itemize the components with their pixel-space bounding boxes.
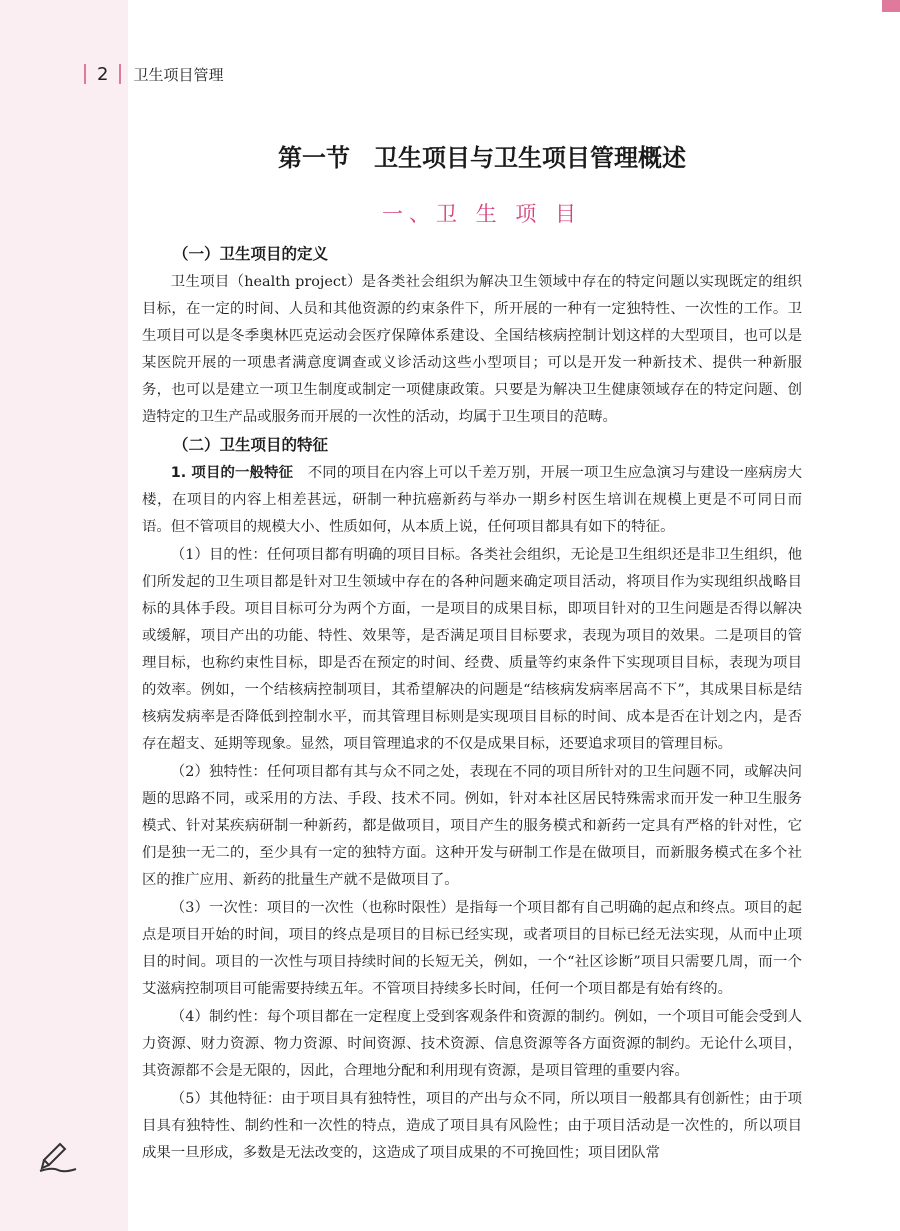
- page-margin-strip: [0, 0, 128, 1231]
- chapter-heading: 一、卫 生 项 目: [381, 202, 583, 226]
- paragraph-uniqueness: （2）独特性：任何项目都有其与众不同之处，表现在不同的项目所针对的卫生问题不同，或解决问题的思路不同，或采用的方法、手段、技术不同。例如，针对本社区居民特殊需求而开发一种卫生服务模式、针对某疾病研制一种新药，都是做项目，项目产生的服务模式和新药一定具有严格的针对性，它们是独一无二的，至少具有一定的独特方面。这种开发与研制工作是在做项目，而新服务模式在多个社区的推广应用、新药的批量生产就不是做项目了。: [142, 764, 802, 888]
- paragraph: 卫生项目（health project）是各类社会组织为解决卫生领域中存在的特定问题以实现既定的组织目标，在一定的时间、人员和其他资源的约束条件下，所开展的一种有一定独特性、一次性的工作。卫生项目可以是冬季奥林匹克运动会医疗保障体系建设、全国结核病控制计划这样的大型项目，也可以是某医院开展的一项患者满意度调查或义诊活动这些小型项目；可以是开发一种新技术、提供一种新服务，也可以是建立一项卫生制度或制定一项健康政策。只要是为解决卫生健康领域存在的特定问题、创造特定的卫生产品或服务而开展的一次性的活动，均属于卫生项目的范畴。: [142, 274, 802, 425]
- paragraph-general-features: [142, 460, 802, 541]
- body-text: [142, 240, 802, 1167]
- subheading-definition: （一）卫生项目的定义: [173, 245, 329, 263]
- lead-heading: 1. 项目的一般特征: [170, 465, 294, 481]
- header-rule-right: [119, 64, 121, 84]
- pen-note-icon: [38, 1140, 78, 1174]
- paragraph-other: （5）其他特征：由于项目具有独特性，项目的产出与众不同，所以项目一般都具有创新性；由于项目具有独特性、制约性和一次性的特点，造成了项目具有风险性；由于项目活动是一次性的，所以项目成果一旦形成，多数是无法改变的，这造成了项目成果的不可挽回性；项目团队常: [142, 1091, 802, 1161]
- running-header: [84, 62, 223, 86]
- corner-tab: [882, 0, 900, 12]
- paragraph-one-time: （3）一次性：项目的一次性（也称时限性）是指每一个项目都有自己明确的起点和终点。项目的起点是项目开始的时间，项目的终点是项目的目标已经实现，或者项目的目标已经无法实现，从而中止项目的时间。项目的一次性与项目持续时间的长短无关，例如，一个“社区诊断”项目只需要几周，而一个艾滋病控制项目可能需要持续五年。不管项目持续多长时间，任何一个项目都是有始有终的。: [142, 900, 802, 997]
- paragraph-purpose: （1）目的性：任何项目都有明确的项目目标。各类社会组织，无论是卫生组织还是非卫生组织，他们所发起的卫生项目都是针对卫生领域中存在的各种问题来确定项目活动，将项目作为实现组织战略目标的具体手段。项目目标可分为两个方面，一是项目的成果目标，即项目针对的卫生问题是否得以解决或缓解，项目产出的功能、特性、效果等，是否满足项目目标要求，表现为项目的效果。二是项目的管理目标，也称约束性目标，即是否在预定的时间、经费、质量等约束条件下实现项目目标，表现为项目的效率。例如，一个结核病控制项目，其希望解决的问题是“结核病发病率居高不下”，其成果目标是结核病发病率是否降低到控制水平，而其管理目标则是实现项目目标的时间、成本是否在计划之内，是否存在超支、延期等现象。显然，项目管理追求的不仅是成果目标，还要追求项目的管理目标。: [142, 547, 802, 752]
- page-number: 2: [97, 63, 109, 85]
- running-title: 卫生项目管理: [133, 65, 224, 84]
- section-title: 第一节 卫生项目与卫生项目管理概述: [278, 144, 686, 172]
- paragraph-constraint: （4）制约性：每个项目都在一定程度上受到客观条件和资源的制约。例如，一个项目可能会受到人力资源、财力资源、物力资源、时间资源、技术资源、信息资源等各方面资源的制约。无论什么项目，其资源都不会是无限的，因此，合理地分配和利用现有资源，是项目管理的重要内容。: [142, 1009, 802, 1079]
- header-rule-left: [84, 64, 86, 84]
- lead-text: 不同的项目在内容上可以千差万别，开展一项卫生应急演习与建设一座病房大楼，在项目的内容上相差甚远，研制一种抗癌新药与举办一期乡村医生培训在规模上更是不可同日而语。但不管项目的规模大小、性质如何，从本质上说，任何项目都具有如下的特征。: [142, 465, 802, 535]
- subheading-features: （二）卫生项目的特征: [173, 436, 329, 454]
